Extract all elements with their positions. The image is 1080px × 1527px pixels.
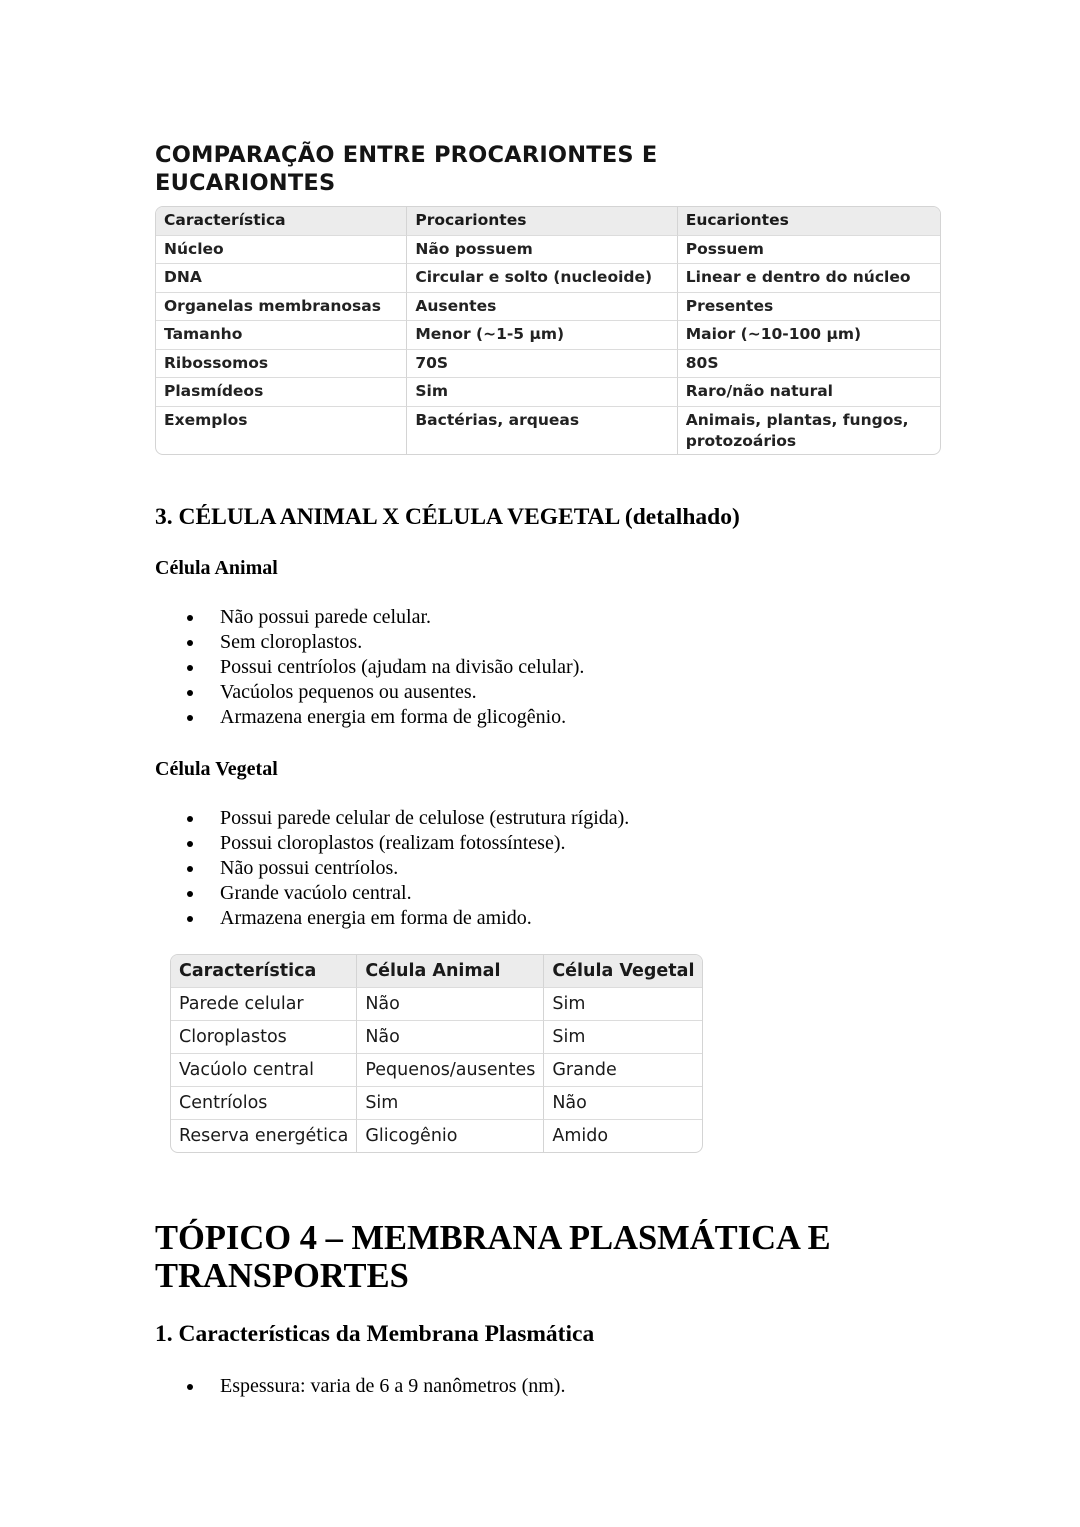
list-item <box>155 906 629 931</box>
table-row <box>171 1087 702 1120</box>
table-cell: Bactérias, arqueas <box>407 407 677 454</box>
list-item <box>155 856 629 881</box>
table-cell: 80S <box>678 350 940 379</box>
bullet-icon <box>187 640 193 646</box>
table-header-row <box>156 207 940 236</box>
table-cell: Exemplos <box>156 407 407 454</box>
bullet-icon <box>187 1384 193 1390</box>
list-item <box>155 605 584 630</box>
list-item <box>155 1374 565 1399</box>
table-row <box>156 378 940 407</box>
table-cell: Menor (~1-5 µm) <box>407 321 677 350</box>
table-cell: DNA <box>156 264 407 293</box>
bullet-icon <box>187 891 193 897</box>
bullet-icon <box>187 665 193 671</box>
comparison-title <box>155 141 657 197</box>
table-row <box>156 321 940 350</box>
table-cell: Não <box>357 988 544 1021</box>
table-cell: Possuem <box>678 236 940 265</box>
table-cell: Centríolos <box>171 1087 357 1120</box>
list-item <box>155 831 629 856</box>
list-item-text: Possui cloroplastos (realizam fotossíntese). <box>220 832 566 854</box>
topic-4-title <box>155 1219 831 1295</box>
table-cell: Sim <box>407 378 677 407</box>
list-item-text: Não possui centríolos. <box>220 857 399 879</box>
table-cell: Sim <box>357 1087 544 1120</box>
table-row <box>171 1120 702 1152</box>
table-cell: Maior (~10-100 µm) <box>678 321 940 350</box>
list-item-text: Não possui parede celular. <box>220 606 432 628</box>
table-row <box>156 407 940 454</box>
table-cell: Grande <box>544 1054 702 1087</box>
table-cell: Vacúolo central <box>171 1054 357 1087</box>
table-cell: Circular e solto (nucleoide) <box>407 264 677 293</box>
bullet-icon <box>187 715 193 721</box>
column-header: Eucariontes <box>678 207 940 236</box>
list-item-text: Armazena energia em forma de amido. <box>220 907 532 929</box>
table-cell: Não <box>544 1087 702 1120</box>
column-header: Célula Animal <box>357 955 544 988</box>
animal-cell-heading: Célula Animal <box>155 557 278 579</box>
bullet-icon <box>187 615 193 621</box>
table-row <box>156 264 940 293</box>
table-cell: Ausentes <box>407 293 677 322</box>
list-item <box>155 680 584 705</box>
list-item <box>155 806 629 831</box>
list-item-text: Espessura: varia de 6 a 9 nanômetros (nm). <box>220 1375 566 1397</box>
table-cell: Presentes <box>678 293 940 322</box>
table-cell: Cloroplastos <box>171 1021 357 1054</box>
list-item-text: Sem cloroplastos. <box>220 631 363 653</box>
bullet-icon <box>187 841 193 847</box>
table-cell: Glicogênio <box>357 1120 544 1152</box>
list-item <box>155 705 584 730</box>
table-row <box>171 1021 702 1054</box>
table-cell: Raro/não natural <box>678 378 940 407</box>
table-cell: Ribossomos <box>156 350 407 379</box>
bullet-icon <box>187 916 193 922</box>
animal-cell-list <box>155 605 584 730</box>
list-item-text: Possui parede celular de celulose (estrutura rígida). <box>220 807 630 829</box>
table-cell: Animais, plantas, fungos, protozoários <box>685 410 909 450</box>
table-cell: Núcleo <box>156 236 407 265</box>
list-item-text: Grande vacúolo central. <box>220 882 412 904</box>
membrane-list <box>155 1374 565 1399</box>
table-cell: Plasmídeos <box>156 378 407 407</box>
table-cell: Sim <box>544 1021 702 1054</box>
table-cell: Organelas membranosas <box>156 293 407 322</box>
membrane-subheading: 1. Características da Membrana Plasmática <box>155 1321 595 1347</box>
list-item <box>155 630 584 655</box>
table-row <box>171 1054 702 1087</box>
table-row <box>171 988 702 1021</box>
plant-cell-list <box>155 806 629 931</box>
list-item <box>155 655 584 680</box>
table-cell: Parede celular <box>171 988 357 1021</box>
section-3-heading: 3. CÉLULA ANIMAL X CÉLULA VEGETAL (detalhado) <box>155 504 740 530</box>
topic-4-title-line1: TÓPICO 4 – MEMBRANA PLASMÁTICA E <box>155 1219 831 1257</box>
bullet-icon <box>187 690 193 696</box>
table-cell: Não possuem <box>407 236 677 265</box>
comparison-title-line1: COMPARAÇÃO ENTRE PROCARIONTES E <box>155 142 658 168</box>
comparison-title-line2: EUCARIONTES <box>155 170 336 196</box>
bullet-icon <box>187 866 193 872</box>
table-cell: Não <box>357 1021 544 1054</box>
list-item-text: Armazena energia em forma de glicogênio. <box>220 706 567 728</box>
list-item <box>155 881 629 906</box>
prok-euk-table <box>155 206 941 455</box>
table-cell: 70S <box>407 350 677 379</box>
table-row <box>156 350 940 379</box>
list-item-text: Possui centríolos (ajudam na divisão celular). <box>220 656 585 678</box>
plant-cell-heading: Célula Vegetal <box>155 758 278 780</box>
column-header: Característica <box>156 207 407 236</box>
table-header-row <box>171 955 702 988</box>
topic-4-title-line2: TRANSPORTES <box>155 1257 409 1295</box>
column-header: Característica <box>171 955 357 988</box>
bullet-icon <box>187 816 193 822</box>
column-header: Célula Vegetal <box>544 955 702 988</box>
table-cell: Tamanho <box>156 321 407 350</box>
table-cell: Pequenos/ausentes <box>357 1054 544 1087</box>
table-cell: Reserva energética <box>171 1120 357 1152</box>
table-cell: Amido <box>552 1126 609 1146</box>
list-item-text: Vacúolos pequenos ou ausentes. <box>220 681 477 703</box>
table-row <box>156 236 940 265</box>
table-cell: Linear e dentro do núcleo <box>678 264 940 293</box>
table-row <box>156 293 940 322</box>
table-cell: Sim <box>544 988 702 1021</box>
animal-plant-table <box>170 954 703 1153</box>
column-header: Procariontes <box>407 207 677 236</box>
